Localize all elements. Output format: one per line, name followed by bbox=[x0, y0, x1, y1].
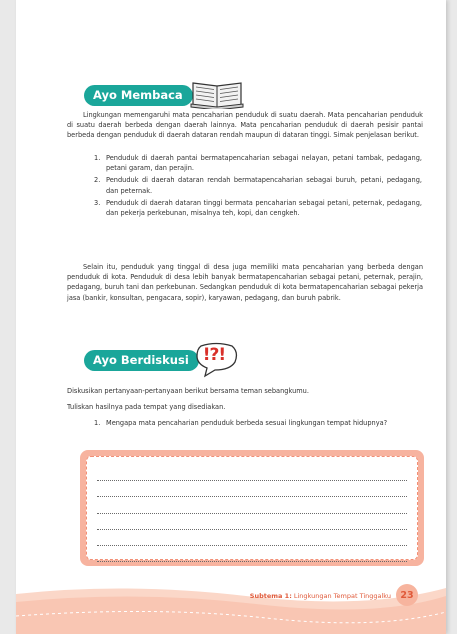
read-closing-paragraph: Selain itu, penduduk yang tinggal di desa juga memiliki mata pencaharian yang berbeda dengan penduduk di kota. Penduduk di desa lebih banyak bermatapencaharian sebagai petani, peternak, perajin, pedagang, buruh tani dan perkebunan. Sedangkan penduduk di kota bermatapencaharian sebagai pekerja jasa (bankir, konsultan, pengacara, sopir), karyawan, pedagang, dan buruh pabrik. bbox=[67, 263, 423, 302]
footer-wave bbox=[16, 578, 446, 634]
answer-area[interactable] bbox=[86, 456, 418, 560]
list-item bbox=[94, 175, 422, 195]
speech-bubble-icon bbox=[193, 342, 239, 378]
list-item-text: Penduduk di daerah pantai bermatapencaharian sebagai nelayan, petani tambak, pedagang, petani garam, dan perajin. bbox=[106, 154, 422, 173]
footer-subtema-title: Lingkungan Tempat Tinggalku bbox=[293, 592, 391, 600]
list-item-text: Penduduk di daerah dataran tinggi bermata pencaharian sebagai petani, peternak, pedagang, dan pekerja perkebunan, misalnya teh, kopi, dan cengkeh. bbox=[106, 198, 422, 218]
answer-line[interactable] bbox=[97, 546, 407, 562]
answer-box bbox=[80, 450, 424, 566]
discuss-instruction-1: Diskusikan pertanyaan-pertanyaan berikut bersama teman sebangkumu. bbox=[67, 387, 309, 395]
list-item bbox=[94, 418, 422, 428]
footer-subtema bbox=[250, 592, 391, 600]
read-intro-paragraph: Lingkungan memengaruhi mata pencaharian penduduk di suatu daerah. Mata pencaharian penduduk di suatu daerah berbeda dengan daerah lainnya. Mata pencaharian penduduk di daerah pesisir pantai berbeda dengan penduduk di daerah dataran rendah maupun di dataran tinggi. Simak penjelasan berikut. bbox=[67, 111, 423, 140]
footer-subtema-label: Subtema 1: bbox=[249, 592, 292, 600]
discuss-instruction-2: Tuliskan hasilnya pada tempat yang disediakan. bbox=[67, 403, 226, 411]
list-item bbox=[94, 198, 422, 218]
discuss-section-header bbox=[84, 342, 239, 378]
list-item-text: Penduduk di daerah dataran rendah bermatapencaharian sebagai buruh, petani, pedagang, dan peternak. bbox=[106, 176, 422, 195]
read-list bbox=[94, 153, 422, 220]
read-section-header bbox=[84, 77, 245, 113]
answer-line[interactable] bbox=[97, 530, 407, 546]
open-book-icon bbox=[189, 77, 245, 113]
bubble-text: !?! bbox=[202, 345, 226, 365]
question-number: 1. bbox=[94, 419, 101, 427]
list-item-number: 1. bbox=[94, 154, 101, 162]
page-number: 23 bbox=[396, 584, 418, 606]
book-page bbox=[16, 0, 446, 634]
read-section-title: Ayo Membaca bbox=[84, 85, 193, 106]
discuss-question-list bbox=[94, 418, 422, 430]
answer-line[interactable] bbox=[97, 465, 407, 481]
list-item-number: 3. bbox=[94, 198, 101, 207]
answer-line[interactable] bbox=[97, 514, 407, 530]
list-item bbox=[94, 153, 422, 173]
question-text: Mengapa mata pencaharian penduduk berbeda sesuai lingkungan tempat hidupnya? bbox=[106, 419, 388, 427]
discuss-section-title: Ayo Berdiskusi bbox=[84, 350, 199, 371]
answer-line[interactable] bbox=[97, 481, 407, 497]
answer-line[interactable] bbox=[97, 497, 407, 513]
list-item-number: 2. bbox=[94, 176, 101, 185]
